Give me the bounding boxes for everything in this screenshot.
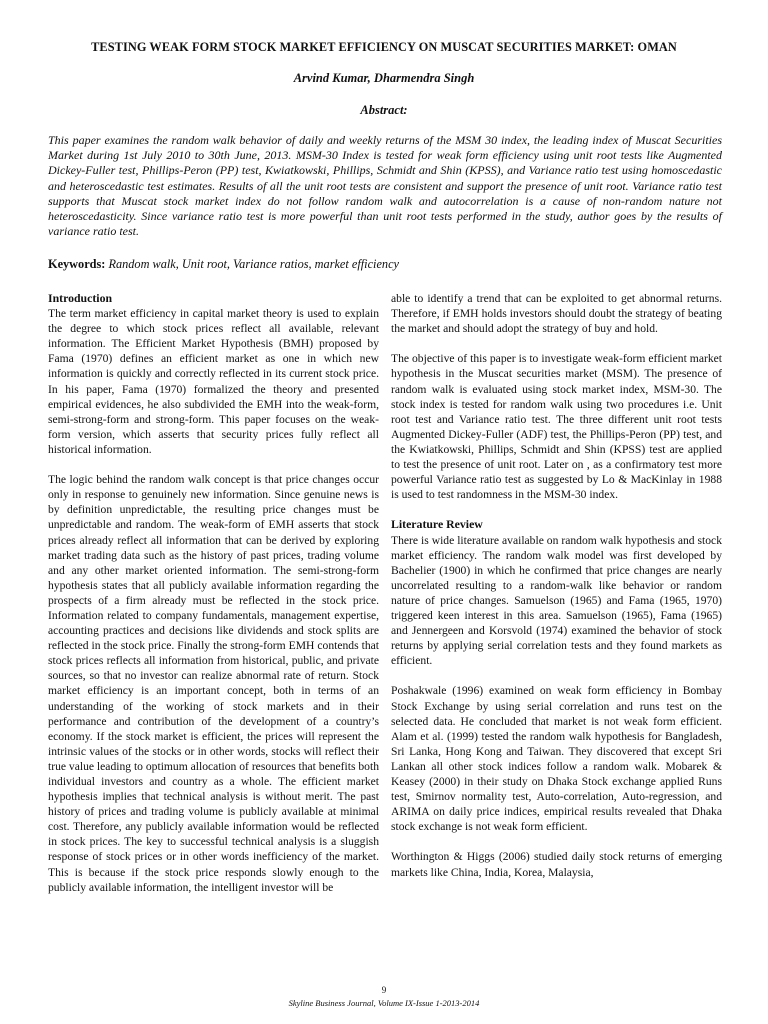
keywords-label: Keywords:: [48, 257, 106, 271]
paper-title: TESTING WEAK FORM STOCK MARKET EFFICIENCY ON MUSCAT SECURITIES MARKET: OMAN: [91, 40, 677, 54]
right-column: [391, 291, 722, 895]
introduction-heading: Introduction: [48, 291, 113, 305]
abstract-heading: Abstract:: [360, 103, 408, 117]
literature-paragraph-3: Worthington & Higgs (2006) studied daily stock returns of emerging markets like China, India, Korea, Malaysia,: [391, 850, 722, 879]
page-number: 9: [381, 985, 387, 995]
literature-paragraph-2: Poshakwale (1996) examined on weak form efficiency in Bombay Stock Exchange by using serial correlation and runs test on the selected data. He concluded that market is not weak form efficient. Alam et al. (1999) tested the random walk hypothesis for Bangladesh, Sri Lanka, Hong Kong and Taiwan. They discovered that except Sri Lankan all other stock indices follow a random walk. Mobarek & Keasey (2000) in their study on Dhaka Stock exchange applied Runs test, Smirnov normality test, Auto-correlation, Auto-regression, and ARIMA on daily price indices, empirical results revealed that Dhaka stock exchange is not weak form efficient.: [391, 684, 722, 834]
introduction-paragraph-4: The objective of this paper is to investigate weak-form efficient market hypothesis in the Muscat securities market (MSM). The presence of random walk is evaluated using stock market index, MSM-30. The stock index is tested for random walk using two procedures i.e. Unit root test and Variance ratio test. The three different unit root tests Augmented Dickey-Fuller (ADF) test, the Phillips-Peron (PP) test, and the Kwiatkowski, Phillips, Schmidt and Shin (KPSS) test are applied to test the presence of unit root. Later on , as a confirmatory test more powerful Variance ratio test as suggested by Lo & MacKinlay in 1988 is used to test randomness in the MSM-30 index.: [391, 352, 722, 502]
journal-footer: Skyline Business Journal, Volume IX-Issue 1-2013-2014: [288, 998, 480, 1008]
introduction-paragraph-3: able to identify a trend that can be exploited to get abnormal returns. Therefore, if EMH holds investors should doubt the strategy of beating the market and should adopt the strategy of buy and hold.: [391, 292, 722, 336]
literature-paragraph-1: There is wide literature available on random walk hypothesis and stock market efficiency. The random walk model was first developed by Bachelier (1900) in which he confirmed that price changes are nearly uncorrelated resulting to a random-walk like behavior or random nature of price changes. Samuelson (1965) and Fama (1965, 1970) triggered keen interest in this area. Samuelson (1965), Fama (1965) and Jennergeen and Korsvold (1974) examined the behavior of stock returns by applying serial correlation tests and they found markets as efficient.: [391, 533, 722, 668]
introduction-paragraph-1: The term market efficiency in capital market theory is used to explain the degree to which stock prices reflect all available, relevant information. The Efficient Market Hypothesis (BMH) proposed by Fama (1970) defines an efficient market as one in which new information is quickly and correctly reflected in its current stock price. In his paper, Fama (1970) formalized the theory and presented empirical evidences, he also subdivided the EMH into the weak-form, semi-strong-form and strong-form. This paper focuses on the weak-form version, which asserts that security prices fully reflect all historical information.: [48, 307, 379, 456]
keywords-line: [48, 257, 722, 272]
abstract-text: This paper examines the random walk behavior of daily and weekly returns of the MSM 30 index, the leading index of Muscat Securities Market during 1st July 2010 to 30th June, 2013. MSM-30 Index is tested for weak form efficiency using unit root tests like Augmented Dickey-Fuller test, Phillips-Peron (PP) test, Kwiatkowski, Phillips, Schmidt and Shin (KPSS), and Variance ratio test using homoscedastic and heteroscedastic test estimates. Results of all the unit root tests are consistent and support the presence of unit root. Variance ratio test supports that Muscat stock market index do not follow random walk and autocorrelation is a cause of non-random nature not heteroscedasticity. Since variance ratio test is more powerful than unit root tests performed in the study, author goes by the results of variance ratio test.: [48, 133, 722, 239]
introduction-paragraph-2: The logic behind the random walk concept is that price changes occur only in response to genuinely new information. Since genuine news is by definition unpredictable, the resulting price changes must be unpredictable and random. The weak-form of EMH asserts that stock prices already reflect all information that can be derived by exploring market trading data such as the history of past prices, trading volume and any other market oriented information. The semi-strong-form hypothesis states that all publicly available information regarding the prospects of a firm already must be reflected in the stock price. Information related to company fundamentals, management expertise, accounting practices and decisions like dividends and stock splits are reflected in the stock price. Finally the strong-form EMH contends that stock prices reflects all information from historical, public, and private sources, so that no investor can realize abnormal rate of return. Stock market efficiency is an important concept, both in terms of an understanding of the working of stock markets and in their performance and contribution of the development of a country’s economy. If the stock market is efficient, the prices will represent the intrinsic values of the stocks or in other words, stocks will reflect their true value leading to optimum allocation of resources that benefits both individual investors and country as a whole. The efficient market hypothesis implies that technical analysis is without merit. The past history of prices and trading volume is publicly available at minimal cost. Therefore, any publicly available information would be reflected in stock prices. The key to successful technical analysis is a sluggish response of stock prices or in other words inefficiency of the market. This is because if the stock price responds slowly enough to the publicly available information, the intelligent investor will be: [48, 473, 379, 894]
literature-review-heading: Literature Review: [391, 517, 483, 532]
keywords-text: Random walk, Unit root, Variance ratios, market efficiency: [108, 257, 399, 271]
paper-authors: Arvind Kumar, Dharmendra Singh: [293, 71, 475, 85]
left-column: [48, 291, 379, 910]
